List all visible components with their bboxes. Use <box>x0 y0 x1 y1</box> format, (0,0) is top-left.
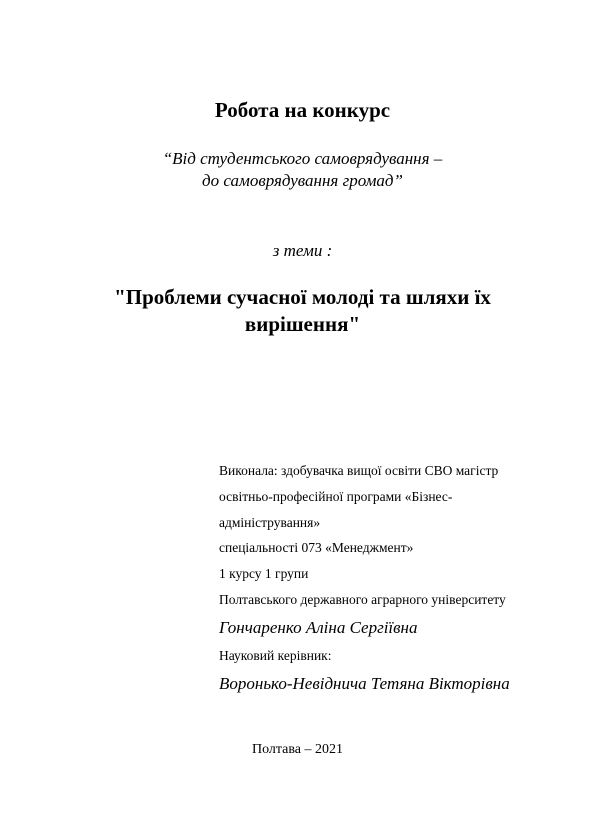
author-info-line: адміністрування» <box>219 514 321 530</box>
topic-title-line2: вирішення" <box>244 312 361 336</box>
topic-label: з теми : <box>272 241 333 260</box>
author-info-block <box>219 458 579 699</box>
document-title: Робота на конкурс <box>214 98 391 122</box>
author-name: Гончаренко Аліна Сергіївна <box>219 617 418 637</box>
author-info-line: 1 курсу 1 групи <box>219 566 309 582</box>
author-info-line: Виконала: здобувачка вищої освіти СВО магістр <box>219 463 499 478</box>
topic-title-line1: "Проблеми сучасної молоді та шляхи їх <box>114 285 491 309</box>
contest-name-line1: “Від студентського самоврядування – <box>162 149 443 168</box>
topic-title <box>60 284 545 338</box>
contest-name-line2: до самоврядування громад” <box>202 171 403 190</box>
city-year: Полтава – 2021 <box>251 742 344 757</box>
author-info-line: спеціальності 073 «Менеджмент» <box>219 540 414 556</box>
supervisor-label: Науковий керівник: <box>219 647 332 663</box>
author-info-line: Полтавського державного аграрного університету <box>219 591 506 607</box>
contest-name <box>0 148 605 192</box>
author-info-line: освітньо-професійної програми «Бізнес- <box>219 488 453 504</box>
supervisor-name: Воронько-Невіднича Тетяна Вікторівна <box>219 673 510 693</box>
